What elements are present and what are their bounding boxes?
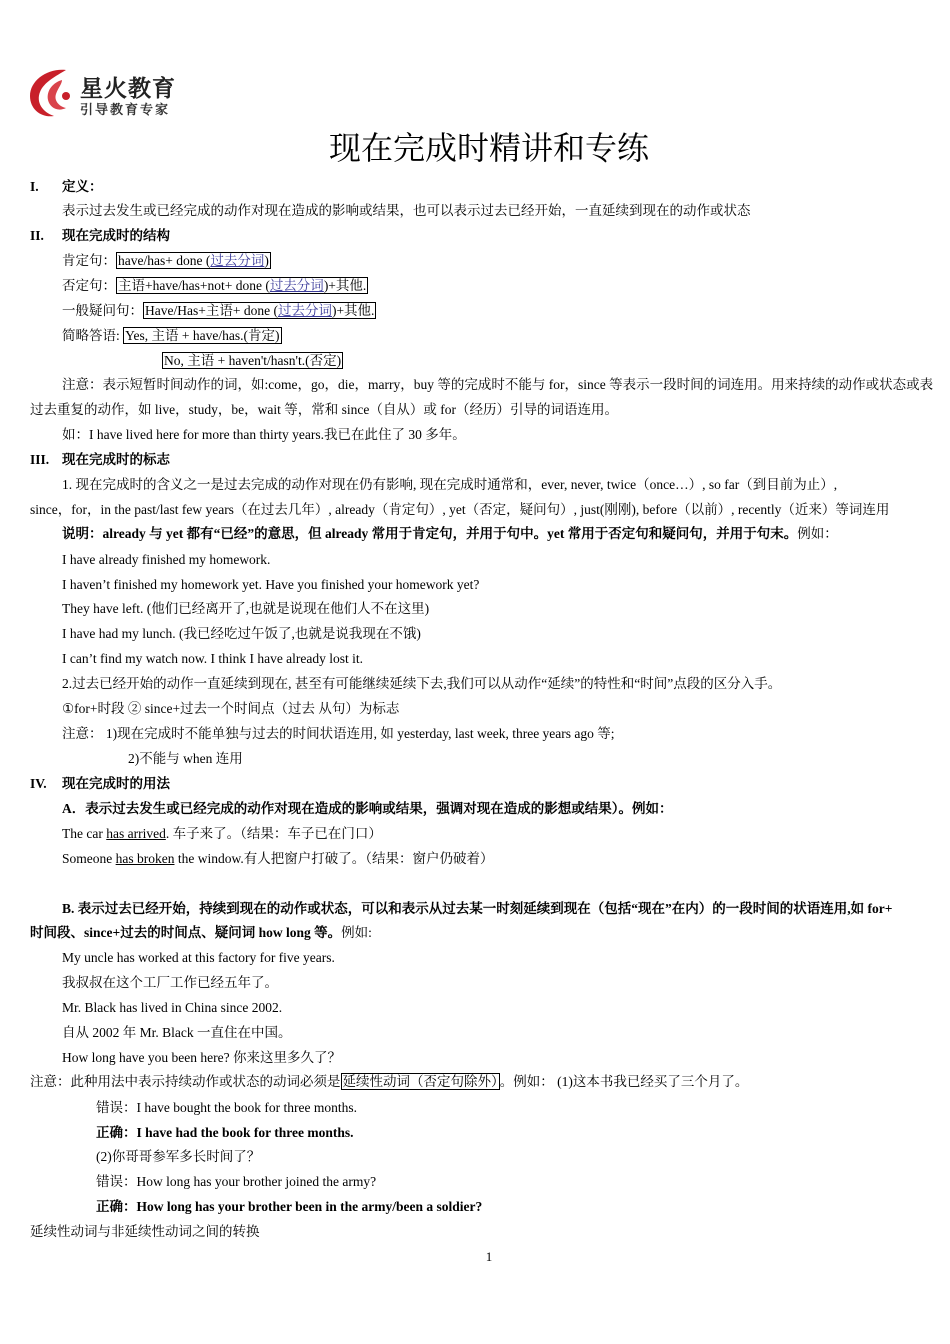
short-answer-yes: Yes, 主语 + have/has.(肯定) bbox=[125, 328, 280, 343]
usage-a-heading: A．表示过去发生或已经完成的动作对现在造成的影响或结果，强调对现在造成的影想或结果）。例如： bbox=[62, 801, 673, 816]
section-4-number: IV. bbox=[30, 776, 47, 791]
section-3-number: III. bbox=[30, 452, 50, 467]
correct-example-2: 正确：How long has your brother been in the army/been a soldier? bbox=[96, 1199, 483, 1214]
note-line-1: 注意：表示短暂时间动作的词，如:come，go，die，marry，buy 等的完成时不能与 for，since 等表示一段时间的词连用。用来持续的动作或状态或表 bbox=[62, 377, 934, 392]
correct-example-1: 正确：I have had the book for three months. bbox=[96, 1125, 354, 1140]
note-line-2: 过去重复的动作，如 live，study，be，wait 等，常和 since（自从）或 for（经历）引导的词语连用。 bbox=[30, 402, 618, 417]
marker-note-1: 注意： 1)现在完成时不能单独与过去的时间状语连用, 如 yesterday, last week, three years ago 等; bbox=[62, 726, 615, 741]
negative-line bbox=[62, 277, 368, 295]
question-2: (2)你哥哥参军多长时间了？ bbox=[96, 1149, 261, 1164]
section-1-heading: 定义： bbox=[62, 179, 103, 194]
usage-b-example-4: 自从 2002 年 Mr. Black 一直住在中国。 bbox=[62, 1025, 292, 1040]
affirmative-line bbox=[62, 252, 271, 270]
usage-b-example-5: How long have you been here? 你来这里多久了？ bbox=[62, 1050, 341, 1065]
question-formula: Have/Has+主语+ done (过去分词)+其他. bbox=[145, 303, 375, 318]
past-participle-link[interactable]: 过去分词 bbox=[210, 253, 265, 268]
past-participle-link[interactable]: 过去分词 bbox=[269, 278, 324, 293]
short-answer-no-line bbox=[162, 352, 343, 370]
past-participle-link[interactable]: 过去分词 bbox=[277, 303, 332, 318]
example-1: I have already finished my homework. bbox=[62, 552, 271, 567]
transition-line: 延续性动词与非延续性动词之间的转换 bbox=[30, 1224, 260, 1239]
usage-a-example-1: The car has arrived. 车子来了。（结果：车子已在门口） bbox=[62, 826, 382, 841]
affirmative-formula: have/has+ done (过去分词) bbox=[118, 253, 269, 268]
already-yet-note: 说明：already 与 yet 都有“已经”的意思，但 already 常用于肯定句，并用于句中。yet 常用于否定句和疑问句，并用于句末。例如： bbox=[62, 526, 838, 541]
structure-example: 如：I have lived here for more than thirty years.我已在此住了 30 多年。 bbox=[62, 427, 466, 442]
section-4-heading: 现在完成时的用法 bbox=[62, 776, 170, 791]
durative-note: 注意：此种用法中表示持续动作或状态的动词必须是 延续性动词（否定句除外） 。例如： (1)这本书我已经买了三个月了。 bbox=[30, 1074, 749, 1089]
negative-formula: 主语+have/has+not+ done (过去分词)+其他. bbox=[118, 278, 367, 293]
section-2-number: II. bbox=[30, 228, 44, 243]
example-4: I have had my lunch. (我已经吃过午饭了,也就是说我现在不饿) bbox=[62, 626, 421, 641]
wrong-example-2: 错误：How long has your brother joined the army? bbox=[96, 1174, 377, 1189]
section-1-number: I. bbox=[30, 179, 39, 194]
marker-para-1a: 1. 现在完成时的含义之一是过去完成的动作对现在仍有影响, 现在完成时通常和，ever, never, twice（once…）, so far（到目前为止）, bbox=[62, 477, 838, 492]
usage-b-heading-2: 时间段、since+过去的时间点、疑问词 how long 等。例如: bbox=[30, 925, 372, 940]
negative-label: 否定句： bbox=[62, 278, 116, 293]
page-title: 现在完成时精讲和专练 bbox=[328, 130, 649, 166]
marker-note-2: 2)不能与 when 连用 bbox=[128, 751, 243, 766]
logo-name: 星火教育 bbox=[80, 76, 176, 102]
section-3-heading: 现在完成时的标志 bbox=[62, 452, 170, 467]
marker-para-1b: since，for，in the past/last few years（在过去几年）, already（肯定句）, yet（否定，疑问句）, just(刚刚), before（以前）, recently（近来）等词连用 bbox=[30, 502, 890, 517]
usage-b-heading-1: B. 表示过去已经开始，持续到现在的动作或状态，可以和表示从过去某一时刻延续到现在（包括“现在”在内）的一段时间的状语连用,如 for+ bbox=[62, 901, 893, 916]
question-line bbox=[62, 302, 376, 320]
example-3: They have left. (他们已经离开了,也就是说现在他们人不在这里) bbox=[62, 601, 430, 616]
short-answer-line bbox=[62, 327, 282, 345]
short-answer-label: 简略答语: bbox=[62, 328, 124, 343]
logo-icon bbox=[26, 66, 78, 120]
example-2: I haven’t finished my homework yet. Have you finished your homework yet? bbox=[62, 577, 480, 592]
section-2-heading: 现在完成时的结构 bbox=[62, 228, 170, 243]
short-answer-no: No, 主语 + haven't/hasn't.(否定) bbox=[164, 353, 342, 368]
marker-para-2: 2.过去已经开始的动作一直延续到现在, 甚至有可能继续延续下去,我们可以从动作“延续”的特性和“时间”点段的区分入手。 bbox=[62, 676, 782, 691]
example-5: I can’t find my watch now. I think I have already lost it. bbox=[62, 651, 364, 666]
page-number: 1 bbox=[485, 1249, 493, 1264]
question-label: 一般疑问句： bbox=[62, 303, 143, 318]
logo-slogan: 引导教育专家 bbox=[80, 103, 171, 118]
durative-verb-box: 延续性动词（否定句除外） bbox=[342, 1074, 498, 1089]
usage-b-example-1: My uncle has worked at this factory for five years. bbox=[62, 950, 335, 965]
usage-b-example-2: 我叔叔在这个工厂工作已经五年了。 bbox=[62, 975, 278, 990]
wrong-example-1: 错误：I have bought the book for three months. bbox=[96, 1100, 357, 1115]
marker-para-3: ①for+时段 ② since+过去一个时间点（过去 从句）为标志 bbox=[62, 701, 400, 716]
definition-text: 表示过去发生或已经完成的动作对现在造成的影响或结果，也可以表示过去已经开始，一直延续到现在的动作或状态 bbox=[62, 203, 751, 218]
affirmative-label: 肯定句： bbox=[62, 253, 116, 268]
usage-a-example-2: Someone has broken the window.有人把窗户打破了。（结果：窗户仍破着） bbox=[62, 851, 494, 866]
usage-b-example-3: Mr. Black has lived in China since 2002. bbox=[62, 1000, 283, 1015]
